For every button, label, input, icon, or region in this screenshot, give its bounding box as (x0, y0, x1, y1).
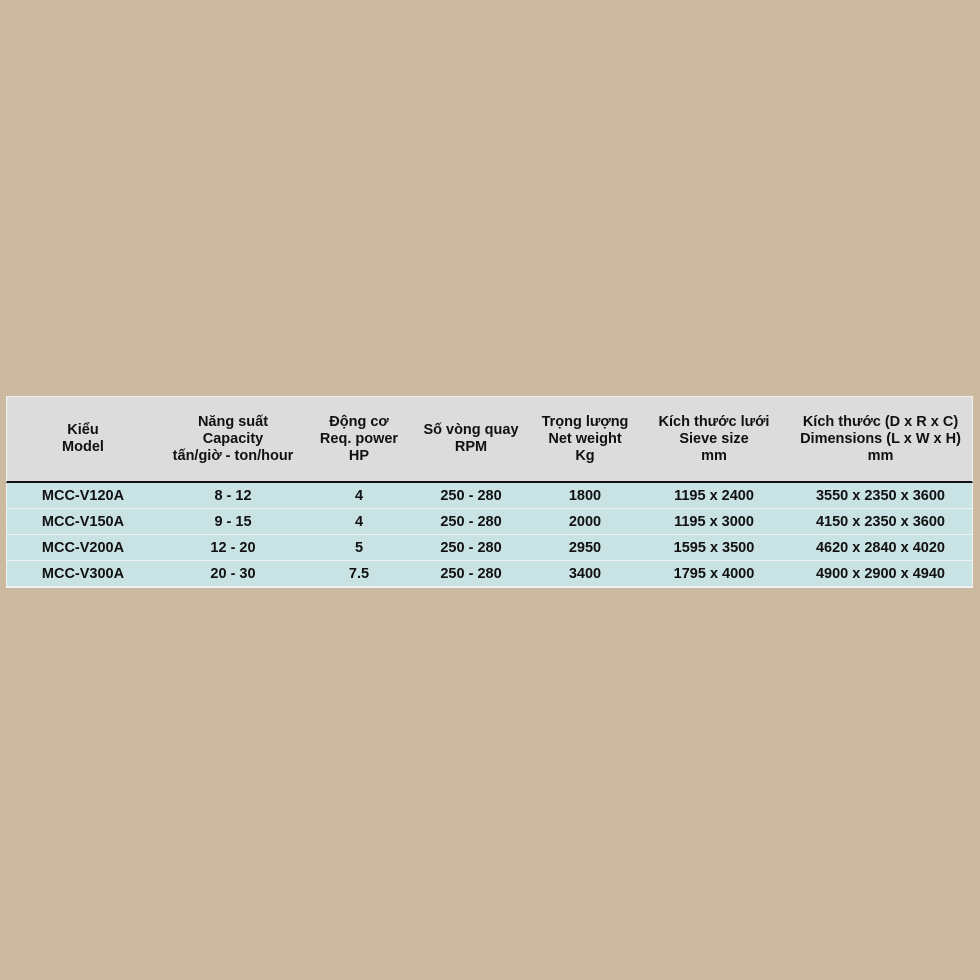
cell-rpm: 250 - 280 (411, 535, 531, 561)
header-weight: Trọng lượng Net weight Kg (531, 396, 639, 483)
cell-weight: 2000 (531, 509, 639, 535)
table-row (6, 509, 973, 535)
header-dimensions: Kích thước (D x R x C) Dimensions (L x W x H) mm (789, 396, 973, 483)
cell-dimensions: 4150 x 2350 x 3600 (789, 509, 973, 535)
cell-dimensions: 4620 x 2840 x 4020 (789, 535, 973, 561)
cell-weight: 3400 (531, 561, 639, 588)
cell-power: 4 (307, 509, 411, 535)
cell-model: MCC-V300A (6, 561, 159, 588)
table-row (6, 483, 973, 509)
header-capacity: Năng suất Capacity tấn/giờ - ton/hour (159, 396, 307, 483)
cell-capacity: 9 - 15 (159, 509, 307, 535)
table-row (6, 535, 973, 561)
cell-sieve-size: 1595 x 3500 (639, 535, 789, 561)
spec-table (6, 396, 973, 588)
cell-model: MCC-V200A (6, 535, 159, 561)
header-model: Kiểu Model (6, 396, 159, 483)
cell-dimensions: 4900 x 2900 x 4940 (789, 561, 973, 588)
cell-weight: 2950 (531, 535, 639, 561)
cell-rpm: 250 - 280 (411, 509, 531, 535)
cell-dimensions: 3550 x 2350 x 3600 (789, 483, 973, 509)
table-row (6, 561, 973, 588)
cell-capacity: 8 - 12 (159, 483, 307, 509)
header-power: Động cơ Req. power HP (307, 396, 411, 483)
cell-capacity: 12 - 20 (159, 535, 307, 561)
header-rpm: Số vòng quay RPM (411, 396, 531, 483)
cell-rpm: 250 - 280 (411, 561, 531, 588)
cell-power: 5 (307, 535, 411, 561)
cell-sieve-size: 1195 x 3000 (639, 509, 789, 535)
cell-model: MCC-V120A (6, 483, 159, 509)
cell-power: 4 (307, 483, 411, 509)
cell-capacity: 20 - 30 (159, 561, 307, 588)
header-row (6, 396, 973, 483)
cell-rpm: 250 - 280 (411, 483, 531, 509)
cell-power: 7.5 (307, 561, 411, 588)
cell-sieve-size: 1195 x 2400 (639, 483, 789, 509)
cell-weight: 1800 (531, 483, 639, 509)
header-sieve-size: Kích thước lưới Sieve size mm (639, 396, 789, 483)
cell-model: MCC-V150A (6, 509, 159, 535)
cell-sieve-size: 1795 x 4000 (639, 561, 789, 588)
